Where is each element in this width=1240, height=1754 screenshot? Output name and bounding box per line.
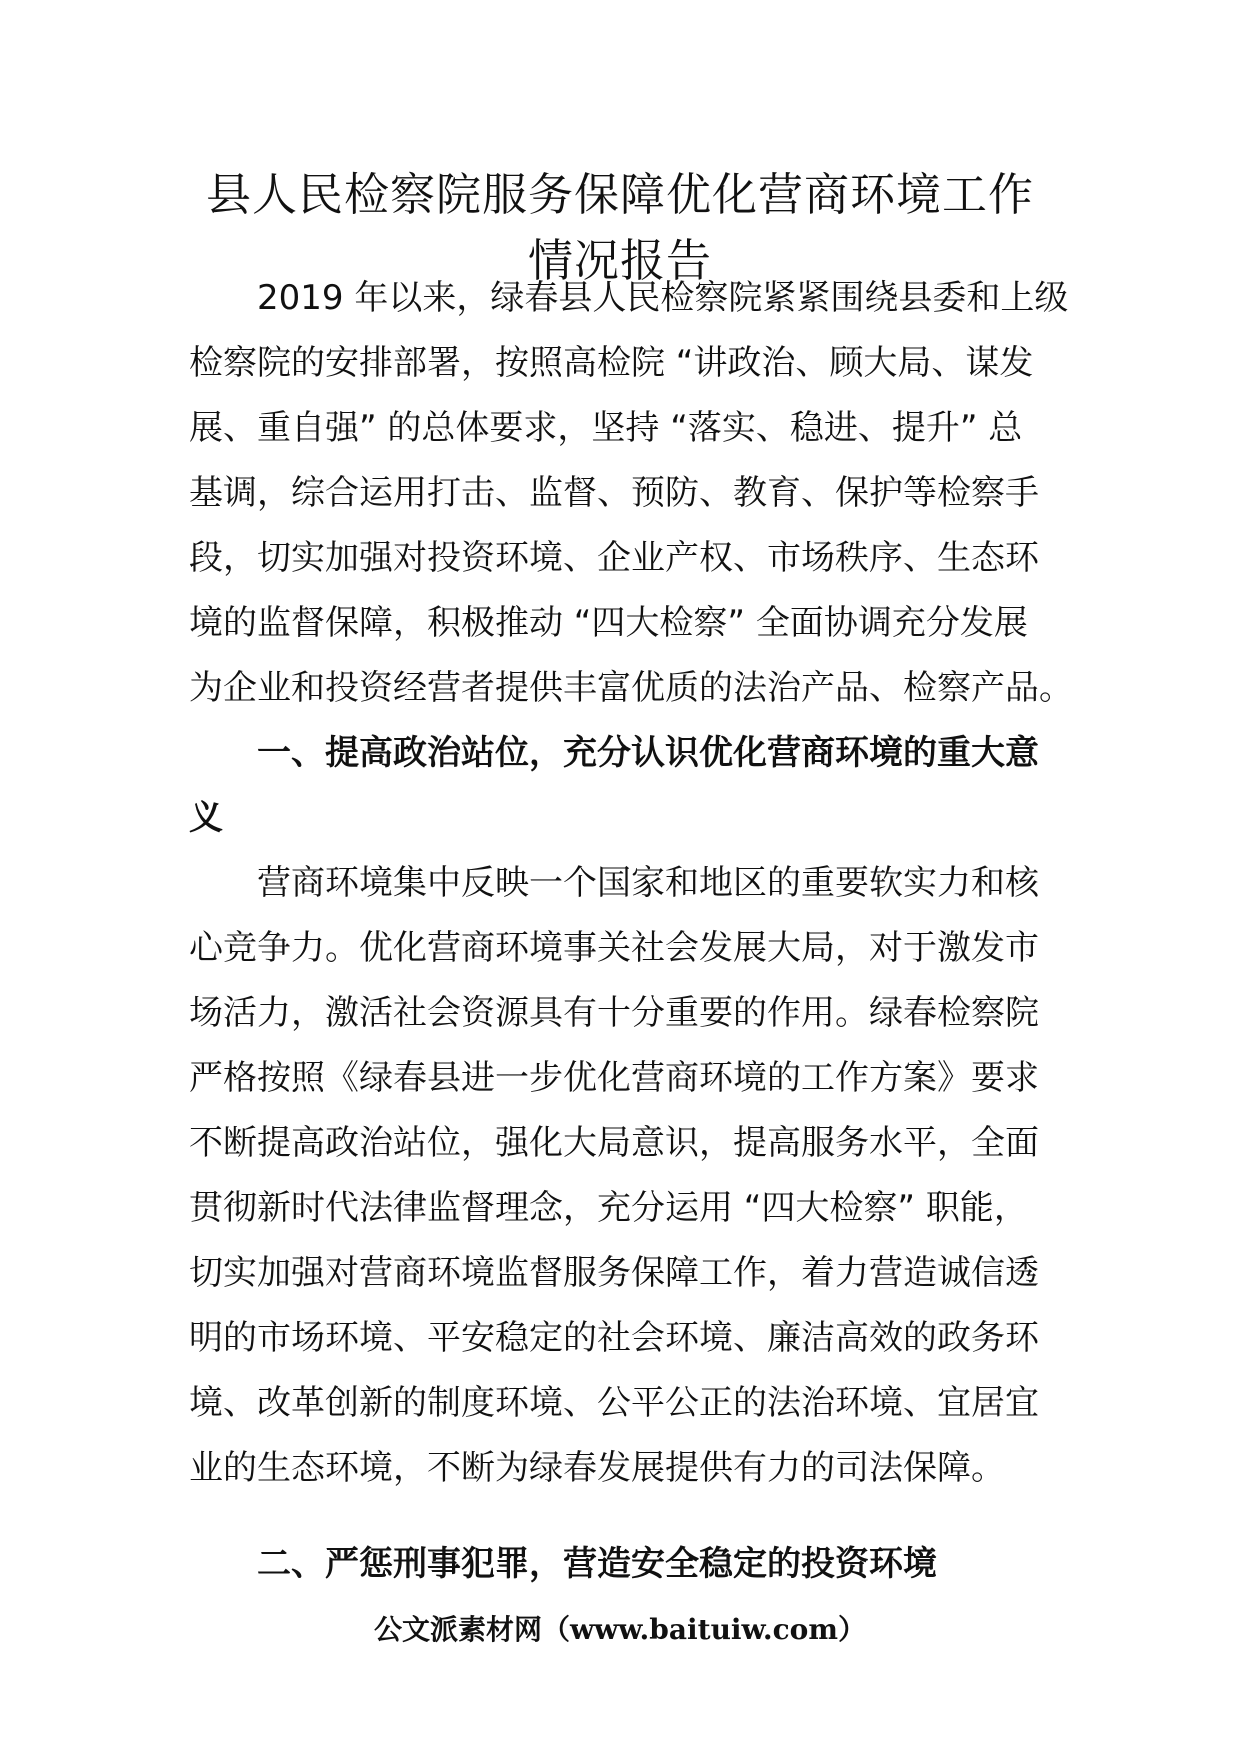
- paragraph-line: 心竞争力。优化营商环境事关社会发展大局，对于激发市: [189, 928, 1039, 968]
- title-line-2: 情况报告: [527, 234, 712, 287]
- paragraph-line: 业的生态环境，不断为绿春发展提供有力的司法保障。: [189, 1448, 1005, 1488]
- paragraph-line: 境的监督保障，积极推动 “四大检察” 全面协调充分发展: [189, 603, 1028, 643]
- paragraph-line: 为企业和投资经营者提供丰富优质的法治产品、检察产品。: [189, 668, 1073, 708]
- section-heading-1: [189, 721, 1053, 851]
- paragraph-line: 贯彻新时代法律监督理念，充分运用 “四大检察” 职能，: [189, 1188, 1028, 1228]
- paragraph-line: 切实加强对营商环境监督服务保障工作，着力营造诚信透: [189, 1253, 1039, 1293]
- paragraph-line: 2019 年以来，绿春县人民检察院紧紧围绕县委和上级: [257, 278, 1069, 318]
- title-line-1: 县人民检察院服务保障优化营商环境工作: [205, 168, 1034, 221]
- paragraph-line: 展、重自强” 的总体要求，坚持 “落实、稳进、提升” 总: [189, 408, 1023, 448]
- paragraph-section-1: [189, 851, 1053, 1501]
- paragraph-line: 严格按照《绿春县进一步优化营商环境的工作方案》要求: [189, 1058, 1039, 1098]
- paragraph-line: 营商环境集中反映一个国家和地区的重要软实力和核: [257, 863, 1039, 903]
- paragraph-line: 不断提高政治站位，强化大局意识，提高服务水平，全面: [189, 1123, 1039, 1163]
- heading-line: 义: [189, 798, 223, 838]
- paragraph-line: 段，切实加强对投资环境、企业产权、市场秩序、生态环: [189, 538, 1039, 578]
- paragraph-line: 场活力，激活社会资源具有十分重要的作用。绿春检察院: [189, 993, 1039, 1033]
- heading-line: 一、提高政治站位，充分认识优化营商环境的重大意: [257, 733, 1039, 773]
- paragraph-line: 检察院的安排部署，按照高检院 “讲政治、顾大局、谋发: [189, 343, 1034, 383]
- paragraph-line: 境、改革创新的制度环境、公平公正的法治环境、宜居宜: [189, 1383, 1039, 1423]
- paragraph-line: 明的市场环境、平安稳定的社会环境、廉洁高效的政务环: [189, 1318, 1039, 1358]
- section-heading-2: [189, 1532, 1053, 1597]
- paragraph-line: 基调，综合运用打击、监督、预防、教育、保护等检察手: [189, 473, 1039, 513]
- heading-line: 二、严惩刑事犯罪，营造安全稳定的投资环境: [257, 1544, 937, 1584]
- paragraph-intro: [189, 266, 1073, 721]
- footer-watermark: 公文派素材网（www.baituiw.com）: [374, 1613, 866, 1646]
